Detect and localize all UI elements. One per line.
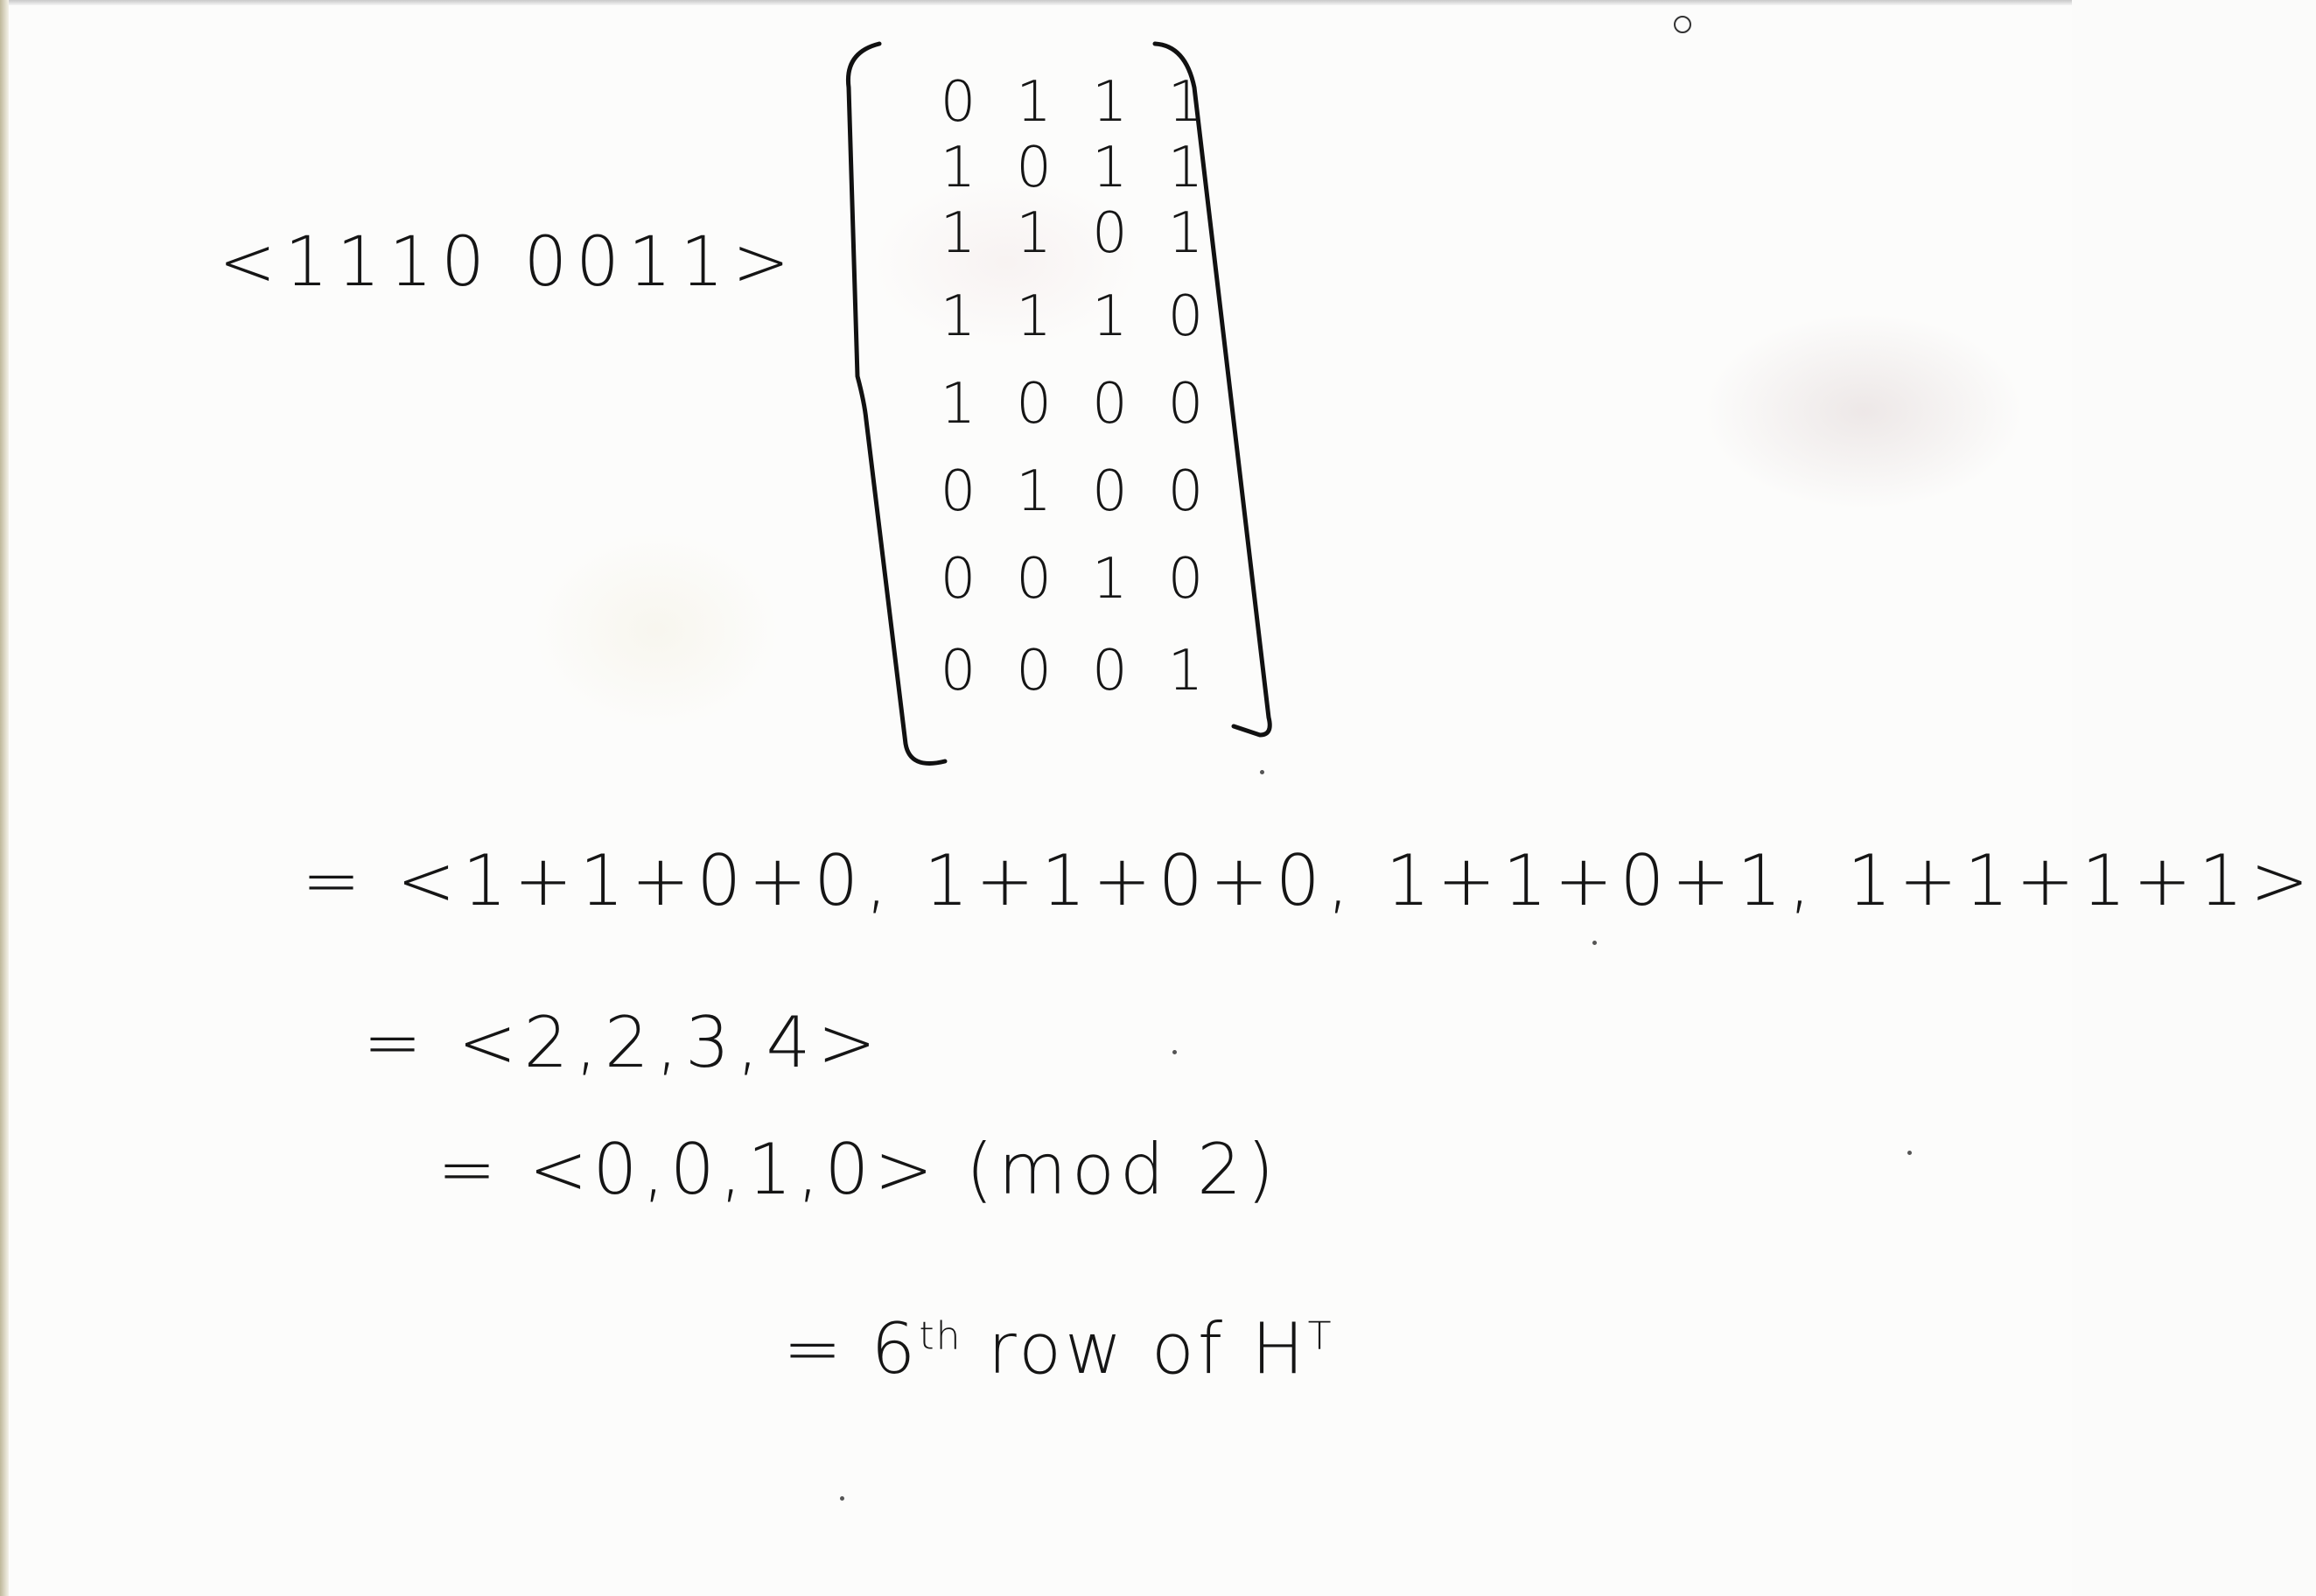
matrix-cell: 0 bbox=[1091, 372, 1128, 437]
matrix-cell: 1 bbox=[940, 372, 976, 437]
matrix-row bbox=[927, 372, 1216, 437]
result-line bbox=[783, 1308, 1333, 1390]
matrix-row bbox=[927, 639, 1216, 704]
matrix-cell: 0 bbox=[1167, 459, 1204, 524]
matrix-cell: 0 bbox=[1167, 372, 1204, 437]
matrix-row bbox=[927, 284, 1216, 349]
matrix-cell: 1 bbox=[1091, 284, 1128, 349]
matrix-cell: 1 bbox=[1016, 201, 1053, 266]
matrix-cell: 0 bbox=[1091, 639, 1128, 704]
matrix-cell: 1 bbox=[1091, 136, 1128, 200]
matrix-cell: 0 bbox=[1016, 547, 1053, 612]
matrix-cell: 0 bbox=[940, 547, 976, 612]
matrix-cell: 0 bbox=[1016, 372, 1053, 437]
board-speck bbox=[840, 1496, 844, 1501]
board-speck bbox=[1260, 770, 1264, 774]
matrix-cell: 0 bbox=[940, 639, 976, 704]
matrix-cell: 0 bbox=[1167, 547, 1204, 612]
matrix-cell: 1 bbox=[1167, 70, 1204, 135]
matrix-cell: 0 bbox=[1091, 201, 1128, 266]
matrix-cell: 1 bbox=[1091, 547, 1128, 612]
result-prefix: = 6 bbox=[783, 1308, 920, 1390]
matrix-cell: 0 bbox=[1167, 284, 1204, 349]
matrix-row bbox=[927, 547, 1216, 612]
screw-icon bbox=[1674, 16, 1691, 33]
matrix-row bbox=[927, 201, 1216, 266]
matrix-cell: 1 bbox=[1016, 284, 1053, 349]
result-superscript: th bbox=[919, 1313, 962, 1359]
mod-line: = <0,0,1,0> (mod 2) bbox=[437, 1129, 1280, 1210]
matrix-cell: 0 bbox=[940, 459, 976, 524]
matrix-cell: 1 bbox=[1016, 459, 1053, 524]
matrix-cell: 1 bbox=[1016, 70, 1053, 135]
matrix-cell: 0 bbox=[1091, 459, 1128, 524]
board-speck bbox=[1592, 941, 1597, 945]
matrix-cell: 1 bbox=[940, 284, 976, 349]
board-left-edge bbox=[0, 0, 9, 1596]
result-suffix: row of H bbox=[962, 1308, 1308, 1390]
matrix-cell: 1 bbox=[940, 201, 976, 266]
transpose-superscript: T bbox=[1307, 1313, 1333, 1359]
matrix-cell: 1 bbox=[1167, 201, 1204, 266]
matrix-cell: 1 bbox=[1167, 136, 1204, 200]
board-speck bbox=[1172, 1050, 1177, 1054]
sum-line: = <1+1+0+0, 1+1+0+0, 1+1+0+1, 1+1+1+1> bbox=[302, 840, 2316, 921]
matrix-cell: 0 bbox=[1016, 639, 1053, 704]
matrix-cell: 1 bbox=[1167, 639, 1204, 704]
matrix-row bbox=[927, 136, 1216, 200]
matrix-cell: 0 bbox=[940, 70, 976, 135]
matrix-h-transpose bbox=[840, 35, 1295, 788]
matrix-cell: 1 bbox=[1091, 70, 1128, 135]
matrix-row bbox=[927, 70, 1216, 135]
board-top-edge bbox=[0, 0, 2072, 5]
matrix-row bbox=[927, 459, 1216, 524]
matrix-cell: 0 bbox=[1016, 136, 1053, 200]
row-vector: <1110 0011> bbox=[219, 223, 799, 302]
matrix-cell: 1 bbox=[940, 136, 976, 200]
totals-line: = <2,2,3,4> bbox=[363, 1002, 884, 1083]
board-speck bbox=[1907, 1151, 1912, 1155]
